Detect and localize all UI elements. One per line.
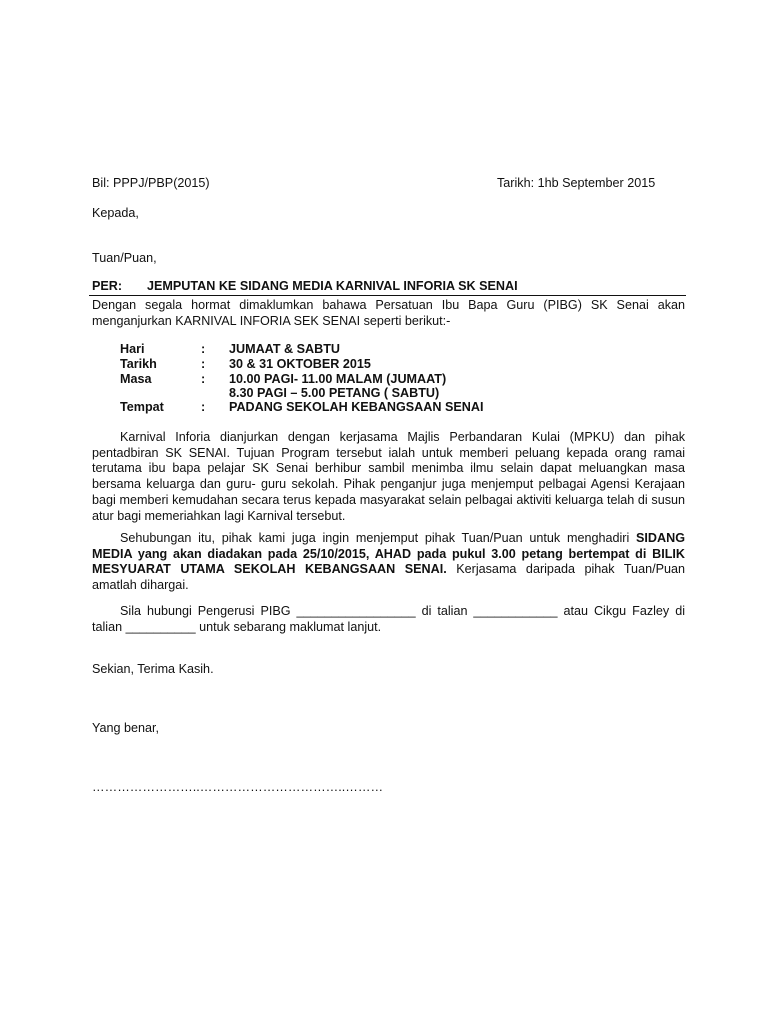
salutation: Tuan/Puan, bbox=[92, 251, 157, 265]
invitation-text: Sehubungan itu, pihak kami juga ingin menjemput pihak Tuan/Puan untuk menghadiri bbox=[120, 531, 637, 545]
subject-title: JEMPUTAN KE SIDANG MEDIA KARNIVAL INFORIA SK SENAI bbox=[147, 279, 518, 293]
detail-colon: : bbox=[201, 372, 206, 386]
invitation-bold-text: SIDANG MEDIA yang akan diadakan pada 25/10/2015, AHAD pada pukul 3.00 petang bertempat di BILIK MESYUARAT UTAMA SEKOLAH KEBANGSAAN SENAI. bbox=[92, 531, 685, 577]
detail-label-tarikh: Tarikh bbox=[120, 357, 157, 371]
letter-date: Tarikh: 1hb September 2015 bbox=[497, 176, 656, 190]
paragraph-invitation bbox=[92, 531, 685, 594]
detail-colon: : bbox=[201, 400, 206, 414]
detail-value-hari: JUMAAT & SABTU bbox=[229, 342, 341, 356]
intro-paragraph: Dengan segala hormat dimaklumkan bahawa Persatuan Ibu Bapa Guru (PIBG) SK Senai akan menganjurkan KARNIVAL INFORIA SEK SENAI seperti berikut:- bbox=[92, 298, 685, 328]
reference-number: Bil: PPPJ/PBP(2015) bbox=[92, 176, 210, 190]
detail-value-tarikh: 30 & 31 OKTOBER 2015 bbox=[229, 357, 371, 371]
detail-value-tempat: PADANG SEKOLAH KEBANGSAAN SENAI bbox=[229, 400, 484, 414]
subject-label: PER: bbox=[92, 279, 123, 293]
closing-line: Sekian, Terima Kasih. bbox=[92, 662, 214, 676]
invitation-closing-text: Kerjasama daripada pihak Tuan/Puan amatlah dihargai. bbox=[92, 562, 685, 593]
detail-label-masa: Masa bbox=[120, 372, 152, 386]
detail-label-tempat: Tempat bbox=[120, 400, 164, 414]
detail-label-hari: Hari bbox=[120, 342, 145, 356]
detail-value-masa-sabtu: 8.30 PAGI – 5.00 PETANG ( SABTU) bbox=[229, 386, 440, 400]
signature-line: ……………………..……………………………..……… bbox=[92, 780, 384, 794]
detail-colon: : bbox=[201, 357, 206, 371]
detail-colon: : bbox=[201, 342, 206, 356]
detail-value-masa-jumaat: 10.00 PAGI- 11.00 MALAM (JUMAAT) bbox=[229, 372, 447, 386]
signoff-line: Yang benar, bbox=[92, 721, 159, 735]
subject-underline bbox=[89, 295, 686, 296]
paragraph-contact: Sila hubungi Pengerusi PIBG _________________ di talian ____________ atau Cikgu Fazley di talian __________ untuk sebarang maklumat lanjut. bbox=[92, 604, 685, 634]
recipient-to: Kepada, bbox=[92, 206, 139, 220]
paragraph-karnival: Karnival Inforia dianjurkan dengan kerjasama Majlis Perbandaran Kulai (MPKU) dan pihak pentadbiran SK SENAI. Tujuan Program tersebut ialah untuk memberi peluang kepada orang ramai terutama ibu bapa pelajar SK Senai berhibur sambil menimba ilmu selain dapat meluangkan masa bersama keluarga dan guru- guru sekolah. Pihak penganjur juga menjemput pelbagai Agensi Kerajaan bagi memberi kemudahan secara terus kepada masyarakat selain pelbagai aktiviti keluarga telah di susun atur bagi memeriahkan lagi Karnival tersebut. bbox=[92, 430, 685, 523]
